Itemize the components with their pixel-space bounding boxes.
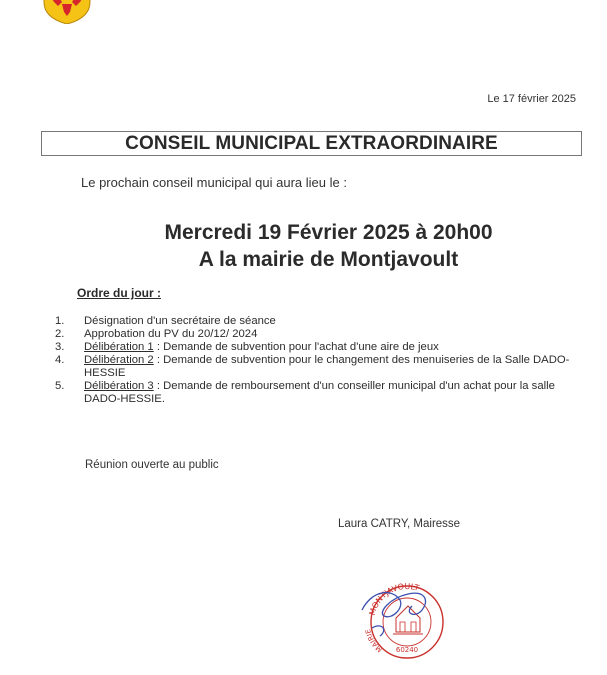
intro-text: Le prochain conseil municipal qui aura lieu le :	[81, 175, 347, 190]
agenda-item-prefix: Délibération 1	[84, 341, 154, 353]
stamp-left-text: MAIRIE	[364, 628, 385, 654]
meeting-location-headline: A la mairie de Montjavoult	[198, 248, 459, 271]
title-box	[41, 131, 582, 156]
stamp-postcode: 60240	[395, 646, 419, 654]
agenda-item	[55, 380, 577, 406]
agenda-item	[55, 354, 577, 380]
agenda-item-prefix: Délibération 2	[84, 354, 154, 366]
agenda-item-number: 2.	[55, 328, 65, 340]
agenda-item-number: 5.	[55, 380, 65, 392]
agenda-item-prefix: Délibération 3	[84, 380, 154, 392]
agenda-item-body: Approbation du PV du 20/12/ 2024	[84, 328, 258, 340]
stamp-arc-text: MONTJAVOULT	[367, 581, 421, 617]
agenda-item-body: : Demande de subvention pour le changement des menuiseries de la Salle DADO-HESSIE	[84, 354, 570, 379]
agenda-item	[55, 328, 577, 341]
agenda-item-text	[84, 341, 577, 354]
public-meeting-note: Réunion ouverte au public	[85, 459, 219, 471]
agenda-item-text	[84, 328, 577, 341]
meeting-date-headline: Mercredi 19 Février 2025 à 20h00	[164, 221, 493, 244]
agenda-item-text	[84, 354, 577, 380]
coat-of-arms-logo	[40, 0, 94, 24]
agenda-item-number: 1.	[55, 315, 65, 327]
agenda-item-body: : Demande de remboursement d'un conseiller municipal d'un achat pour la salle DADO-HESSIE.	[84, 380, 555, 405]
agenda-item-body: : Demande de subvention pour l'achat d'une aire de jeux	[153, 341, 439, 353]
agenda-item-number: 3.	[55, 341, 65, 353]
agenda-item	[55, 341, 577, 354]
agenda-item-number: 4.	[55, 354, 65, 366]
agenda-item-text	[84, 380, 577, 406]
document-title: CONSEIL MUNICIPAL EXTRAORDINAIRE	[125, 132, 498, 154]
agenda-list	[55, 315, 577, 406]
agenda-item	[55, 315, 577, 328]
official-stamp	[352, 570, 462, 660]
signatory-name: Laura CATRY, Mairesse	[338, 518, 461, 530]
agenda-item-text	[84, 315, 577, 328]
letter-date: Le 17 février 2025	[487, 93, 576, 105]
agenda-title: Ordre du jour :	[77, 286, 161, 300]
agenda-item-body: Désignation d'un secrétaire de séance	[84, 315, 276, 327]
